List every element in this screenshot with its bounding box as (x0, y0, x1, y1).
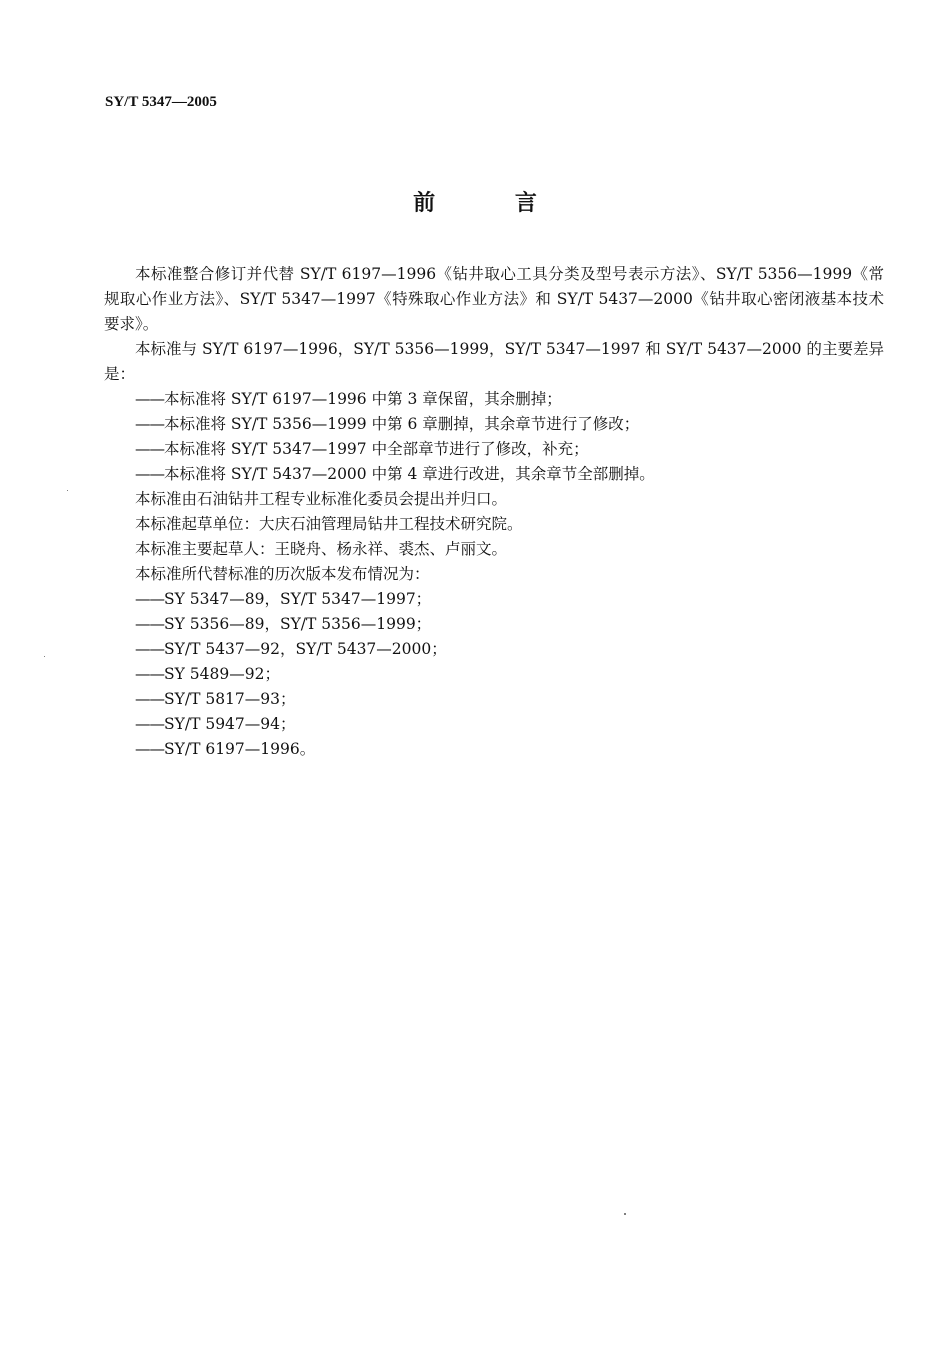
list-dash: —— (135, 440, 164, 458)
list-item (104, 437, 884, 462)
foreword-body (104, 262, 884, 762)
list-dash: —— (135, 690, 164, 708)
difference-item: 本标准将 SY/T 5347—1997 中全部章节进行了修改，补充； (164, 440, 589, 458)
history-item: SY/T 5817—93； (164, 690, 296, 708)
scan-speck (67, 490, 68, 491)
history-item: SY 5356—89，SY/T 5356—1999； (164, 615, 432, 633)
list-item (104, 462, 884, 487)
history-item: SY 5347—89，SY/T 5347—1997； (164, 590, 432, 608)
history-item: SY/T 5947—94； (164, 715, 296, 733)
list-dash: —— (135, 415, 164, 433)
difference-item: 本标准将 SY/T 5437—2000 中第 4 章进行改进，其余章节全部删掉。 (164, 465, 655, 483)
list-dash: —— (135, 615, 164, 633)
difference-item: 本标准将 SY/T 5356—1999 中第 6 章删掉，其余章节进行了修改； (164, 415, 640, 433)
list-item (104, 412, 884, 437)
list-item (104, 612, 884, 637)
scan-speck (44, 656, 45, 657)
paragraph-differences-intro: 本标准与 SY/T 6197—1996，SY/T 5356—1999，SY/T 5347—1997 和 SY/T 5437—2000 的主要差异是： (104, 340, 884, 383)
page-title: 前 言 (413, 191, 573, 216)
list-item (104, 387, 884, 412)
standard-code: SY/T 5347—2005 (105, 94, 217, 110)
difference-item: 本标准将 SY/T 6197—1996 中第 3 章保留，其余删掉； (164, 390, 562, 408)
list-item (104, 737, 884, 762)
list-dash: —— (135, 740, 164, 758)
statement-history-intro: 本标准所代替标准的历次版本发布情况为： (135, 565, 430, 583)
statement-drafting-unit: 本标准起草单位：大庆石油管理局钻井工程技术研究院。 (135, 515, 523, 533)
statement-drafters: 本标准主要起草人：王晓舟、杨永祥、裘杰、卢丽文。 (135, 540, 508, 558)
list-item (104, 712, 884, 737)
list-item (104, 587, 884, 612)
list-dash: —— (135, 390, 164, 408)
list-dash: —— (135, 590, 164, 608)
paragraph-intro: 本标准整合修订并代替 SY/T 6197—1996《钻井取心工具分类及型号表示方法》、SY/T 5356—1999《常规取心作业方法》、SY/T 5347—1997《特殊取心作业方法》和 SY/T 5437—2000《钻井取心密闭液基本技术要求》。 (104, 265, 884, 333)
list-dash: —— (135, 640, 164, 658)
list-dash: —— (135, 665, 164, 683)
list-item (104, 687, 884, 712)
list-dash: —— (135, 465, 164, 483)
history-item: SY/T 6197—1996。 (164, 740, 316, 758)
scan-speck (624, 1213, 626, 1215)
statement-committee: 本标准由石油钻井工程专业标准化委员会提出并归口。 (135, 490, 508, 508)
list-item (104, 662, 884, 687)
list-dash: —— (135, 715, 164, 733)
history-item: SY/T 5437—92，SY/T 5437—2000； (164, 640, 447, 658)
history-item: SY 5489—92； (164, 665, 280, 683)
list-item (104, 637, 884, 662)
